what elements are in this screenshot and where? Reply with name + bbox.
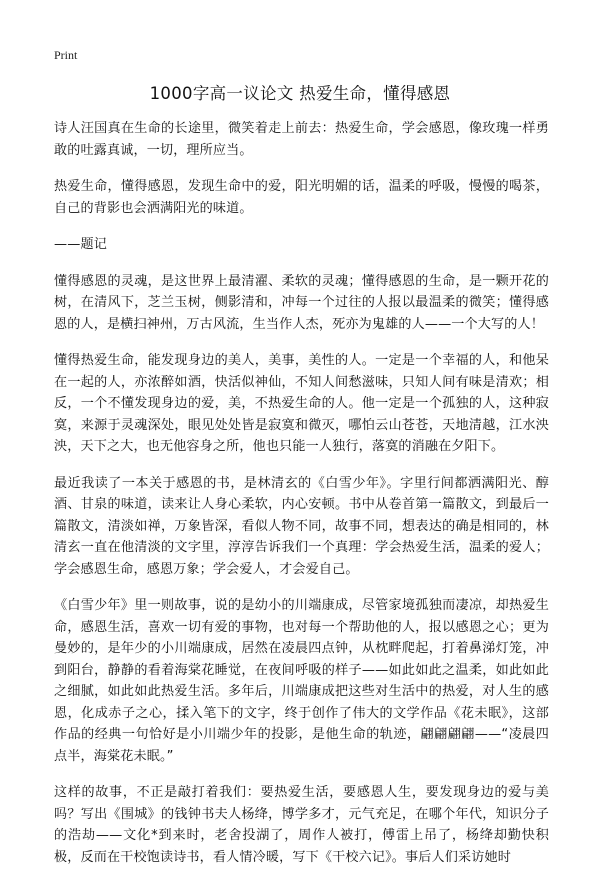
paragraph-body: 最近我读了一本关于感恩的书，是林清玄的《白雪少年》。字里行间都洒满阳光、醇酒、甘泉的味道，读来让人身心柔软，内心安顿。书中从卷首第一篇散文，到最后一篇散文，清淡如禅，万象皆深，看似人物不同，故事不同，想表达的确是相同的，林清玄一直在他清淡的文字里，淳淳告诉我们一个真理：学会热爱生活，温柔的爱人；学会感恩生命，感恩万象；学会爱人，才会爱自己。 <box>54 475 549 577</box>
paragraph-byline: ——题记 <box>54 237 107 252</box>
paragraph-epigraph: 热爱生命，懂得感恩，发现生命中的爱，阳光明媚的话，温柔的呼吸，慢慢的喝茶，自己的背影也会洒满阳光的味道。 <box>54 179 549 216</box>
paragraph-body: 这样的故事，不正是敲打着我们：要热爱生活，要感恩人生，要发现身边的爱与美吗？写出《围城》的钱钟书夫人杨绛，博学多才，元气充足，在哪个年代，知识分子的浩劫——文化*到来时，老舍投湖了，周作人被打，傅雷上吊了，杨绛却勤快积极，反而在干校饱读诗书，看人情冷暖，写下《干校六记》。事后人们采访她时 <box>54 785 549 865</box>
paragraph-body: 懂得热爱生命，能发现身边的美人，美事，美性的人。一定是一个幸福的人，和他呆在一起的人，亦浓醉如酒，快活似神仙，不知人间愁滋味，只知人间有味是清欢；相反，一个不懂发现身边的爱，美，不热爱生命的人。他一定是一个孤独的人，这种寂寞，来源于灵魂深处，眼见处处皆是寂寞和微灭，哪怕云山苍苍，天地清越，江水泱泱，天下之大，也无他容身之所，他也只能一人独行，落寞的消融在夕阳下。 <box>54 353 549 454</box>
paragraph-intro: 诗人汪国真在生命的长途里，微笑着走上前去：热爱生命，学会感恩，像玫瑰一样勇敢的吐露真诚，一切，理所应当。 <box>54 121 549 158</box>
paragraph-body: 《白雪少年》里一则故事，说的是幼小的川端康成，尽管家境孤独而凄凉，却热爱生命，感恩生活，喜欢一切有爱的事物，也对每一个帮助他的人，报以感恩之心；更为曼妙的，是年少的小川端康成，居然在凌晨四点钟，从枕畔爬起，打着鼻涕灯笼，冲到阳台，静静的看着海棠花睡觉，在夜间呼吸的样子——如此如此之温柔，如此如此之细腻，如此如此热爱生活。多年后，川端康成把这些对生活中的热爱，对人生的感恩，化成赤子之心，揉入笔下的文字，终于创作了伟大的文学作品《花未眠》，这部作品的经典一句恰好是小川端少年的投影，是他生命的轨迹，翩翩翩翩——“凌晨四点半，海棠花未眠。” <box>54 598 549 764</box>
page-title: 1000字高一议论文 热爱生命，懂得感恩 <box>149 84 451 103</box>
paragraph-body: 懂得感恩的灵魂，是这世界上最清濯、柔软的灵魂；懂得感恩的生命，是一颗开花的树，在清风下，芝兰玉树，侧影清和，冲每一个过往的人报以最温柔的微笑；懂得感恩的人，是横扫神州，万古风流，生当作人杰，死亦为鬼雄的人——一个大写的人！ <box>54 273 549 332</box>
print-link[interactable]: Print <box>54 48 78 62</box>
article-body <box>54 118 549 883</box>
